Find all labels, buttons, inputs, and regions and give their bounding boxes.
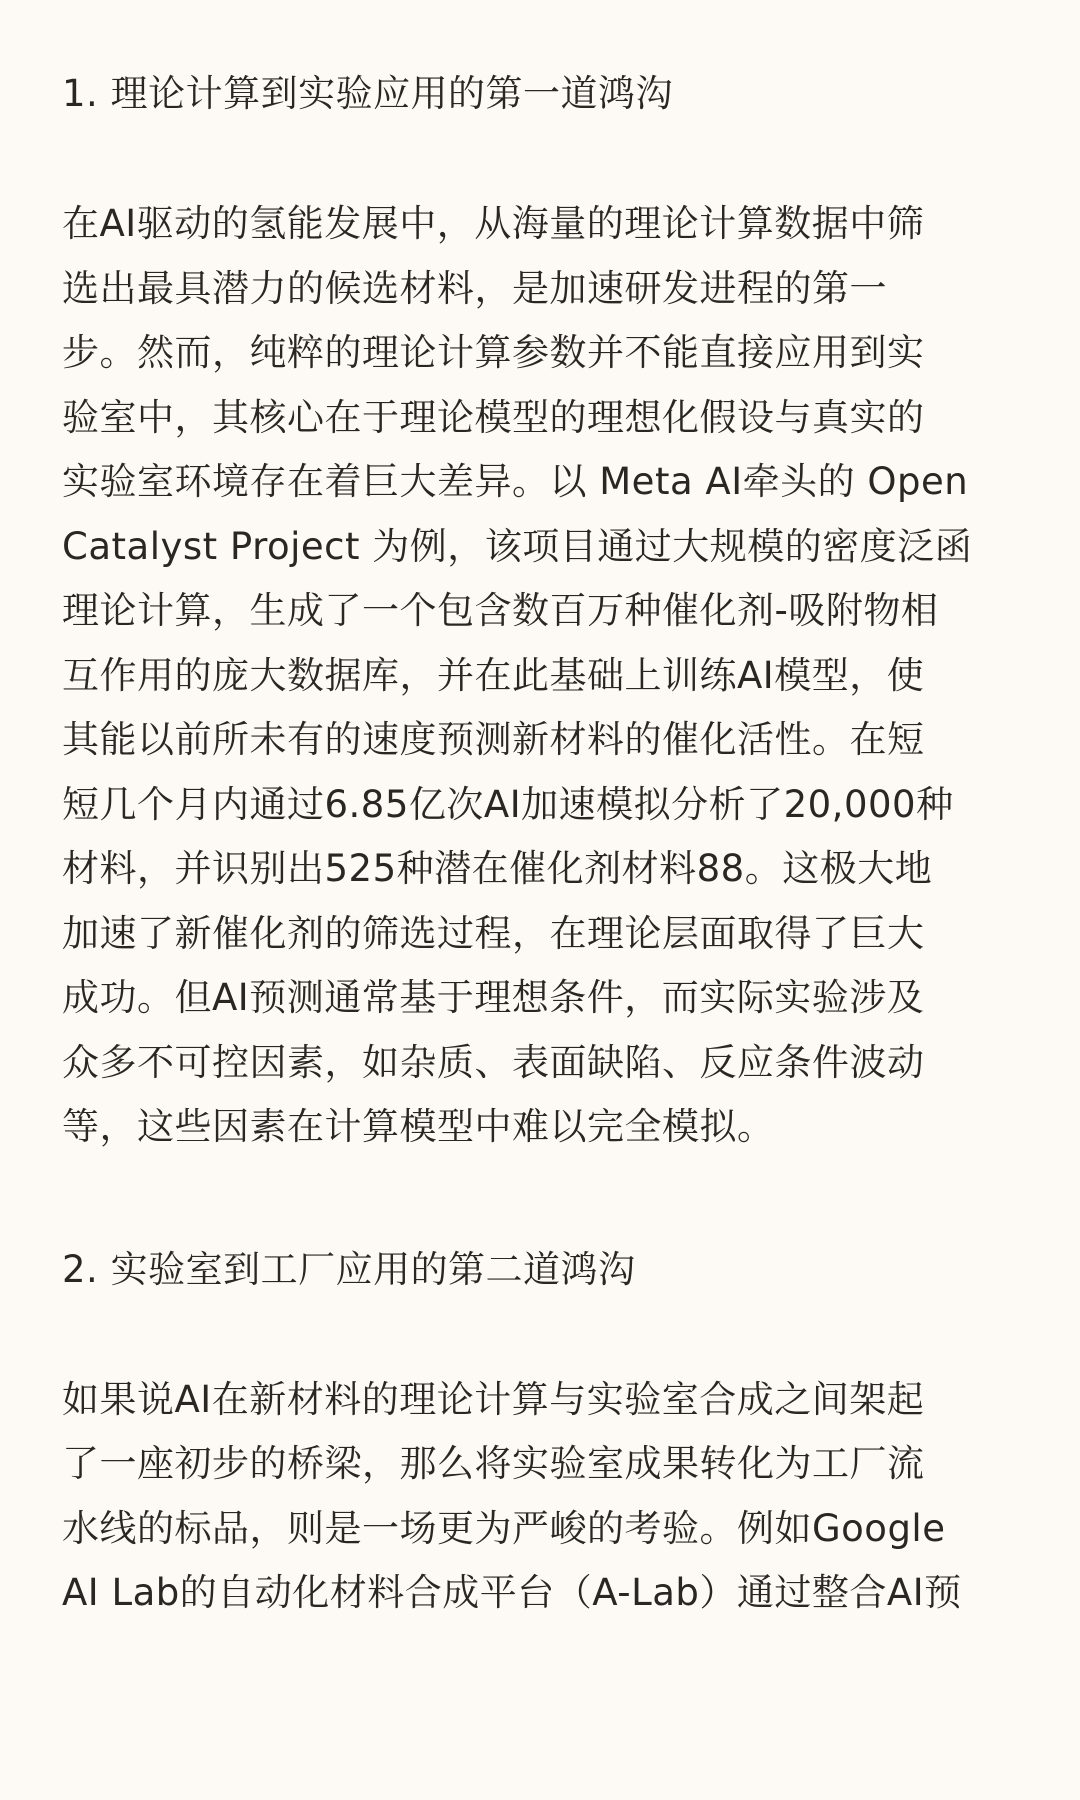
paragraph-line: AI Lab的自动化材料合成平台（A-Lab）通过整合AI预 <box>62 1571 962 1614</box>
paragraph-line: 步。然而，纯粹的理论计算参数并不能直接应用到实 <box>62 331 925 374</box>
spacer <box>62 126 1018 192</box>
section-1-heading: 1. 理论计算到实验应用的第一道鸿沟 <box>62 72 674 115</box>
section-2-paragraph <box>62 1368 1018 1626</box>
paragraph-line: 等，这些因素在计算模型中难以完全模拟。 <box>62 1105 775 1148</box>
spacer <box>62 1302 1018 1368</box>
paragraph-line: 验室中，其核心在于理论模型的理想化假设与真实的 <box>62 395 925 439</box>
paragraph-line: 互作用的庞大数据库，并在此基础上训练AI模型，使 <box>62 653 925 697</box>
paragraph-line: 理论计算，生成了一个包含数百万种催化剂-吸附物相 <box>62 589 939 632</box>
paragraph-line: Catalyst Project 为例，该项目通过大规模的密度泛函 <box>62 524 973 568</box>
paragraph-line: 短几个月内通过6.85亿次AI加速模拟分析了20,000种 <box>62 782 954 826</box>
spacer <box>62 1160 1018 1238</box>
section-2-heading: 2. 实验室到工厂应用的第二道鸿沟 <box>62 1247 636 1291</box>
paragraph-line: 众多不可控因素，如杂质、表面缺陷、反应条件波动 <box>62 1040 925 1084</box>
paragraph-line: 如果说AI在新材料的理论计算与实验室合成之间架起 <box>62 1377 925 1421</box>
paragraph-line: 加速了新催化剂的筛选过程，在理论层面取得了巨大 <box>62 911 925 955</box>
paragraph-line: 实验室环境存在着巨大差异。以 Meta AI牵头的 Open <box>62 460 969 503</box>
paragraph-line: 在AI驱动的氢能发展中，从海量的理论计算数据中筛 <box>62 202 925 245</box>
paragraph-line: 其能以前所未有的速度预测新材料的催化活性。在短 <box>62 718 925 761</box>
paragraph-line: 材料，并识别出525种潜在催化剂材料88。这极大地 <box>62 847 933 890</box>
paragraph-line: 了一座初步的桥梁，那么将实验室成果转化为工厂流 <box>62 1442 925 1485</box>
section-1-paragraph <box>62 192 1018 1160</box>
paragraph-line: 选出最具潜力的候选材料，是加速研发进程的第一 <box>62 266 887 310</box>
paragraph-line: 水线的标品，则是一场更为严峻的考验。例如Google <box>62 1506 946 1550</box>
paragraph-line: 成功。但AI预测通常基于理想条件，而实际实验涉及 <box>62 976 925 1019</box>
